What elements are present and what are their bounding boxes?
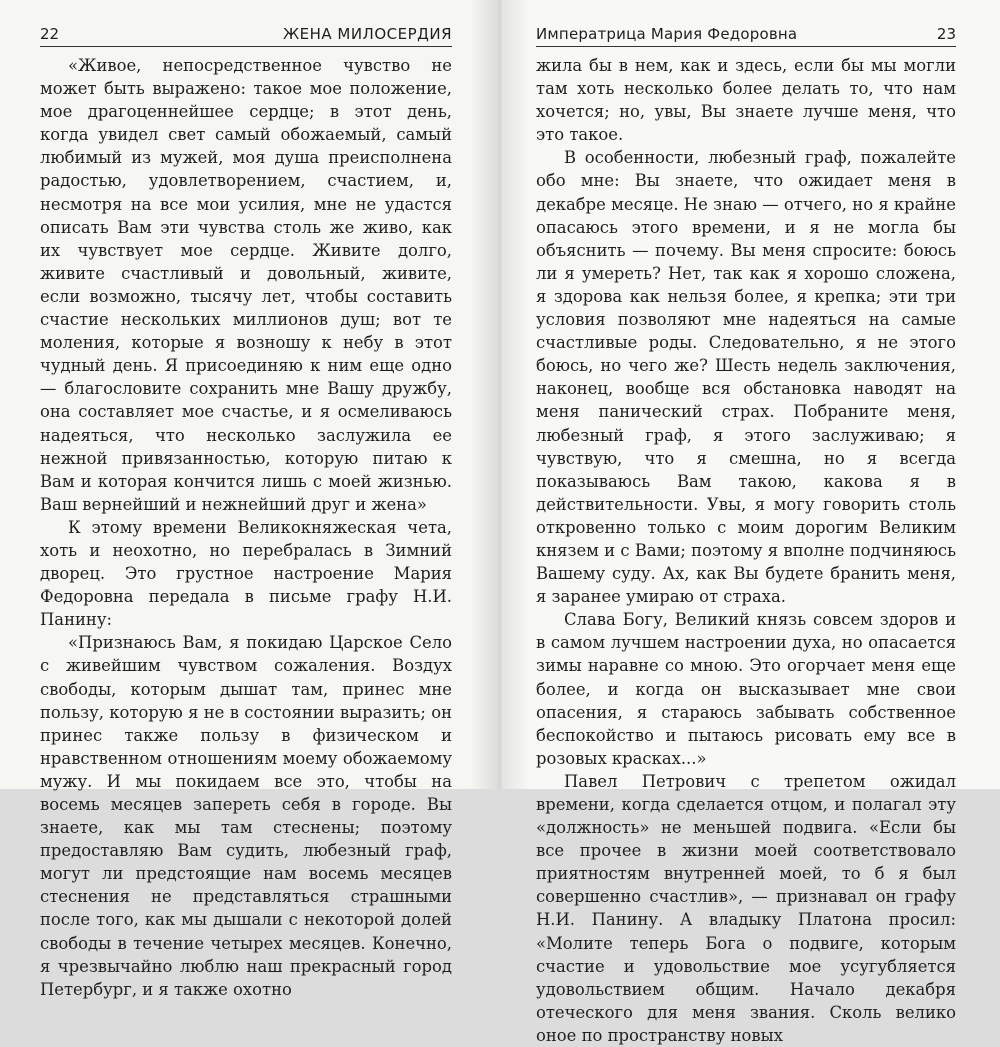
right-page-number: 23 (936, 25, 956, 43)
paragraph: Слава Богу, Великий князь совсем здоров и в самом лучшем настроении духа, но опасается зимы наравне со мною. Это огорчает меня еще более, и когда он высказывает мне свои опасения, я стараюсь забывать собственное беспокойство и пытаюсь рисовать ему все в розовых красках...» (536, 610, 956, 768)
right-page-text (536, 54, 956, 1047)
left-page-text (40, 54, 452, 1001)
right-running-title: Императрица Мария Федоровна (536, 25, 798, 43)
paragraph: жила бы в нем, как и здесь, если бы мы могли там хоть несколько более делать то, что нам хочется; но, увы, Вы знаете лучше меня, что это такое. (536, 56, 956, 145)
paragraph: В особенности, любезный граф, пожалейте обо мне: Вы знаете, что ожидает меня в декабре месяце. Не знаю — отчего, но я крайне опасаюсь этого времени, и я не могла бы объяснить — почему. Вы меня спросите: боюсь ли я умереть? Нет, так как я хорошо сложена, я здорова как нельзя более, я крепка; эти три условия позволяют мне надеяться на самые счастливые роды. Следовательно, я не этого боюсь, но чего же? Шесть недель заключения, наконец, вообще вся обстановка наводят на меня панический страх. Побраните меня, любезный граф, я этого заслуживаю; я чувствую, что я смешна, но я всегда показываюсь Вам такою, какова я в действительности. Увы, я могу говорить столь откровенно только с моим дорогим Великим князем и с Вами; поэтому я вполне подчиняюсь Вашему суду. Ах, как Вы будете бранить меня, я заранее умираю от страха. (536, 148, 956, 607)
paragraph: Павел Петрович с трепетом ожидал времени, когда сделается отцом, и полагал эту «должность» не меньшей подвига. «Если бы все прочее в жизни моей соответствовало приятностям внутренней моей, то б я был совершенно счастлив», — признавал он графу Н.И. Панину. А владыку Платона просил: «Молите теперь Бога о подвиге, которым счастие и удовольствие мое усугубляется удовольствием общим. Начало декабря отеческого для меня звания. Сколь велико оное по пространству новых (536, 771, 956, 1045)
left-page-number: 22 (40, 25, 60, 43)
left-page-header (40, 22, 452, 47)
right-page (500, 0, 1000, 1045)
paragraph: К этому времени Великокняжеская чета, хоть и неохотно, но перебралась в Зимний дворец. Это грустное настроение Мария Федоровна передала в письме графу Н.И. Панину: (40, 517, 452, 630)
paragraph: «Признаюсь Вам, я покидаю Царское Село с живейшим чувством сожаления. Воздух свободы, которым дышат там, принес мне пользу, которую я не в состоянии выразить; он принес также пользу в физическом и нравственном отношениям моему обожаемому мужу. И мы покидаем все это, чтобы на восемь месяцев запереть себя в городе. Вы знаете, как мы там стеснены; поэтому предоставляю Вам судить, любезный граф, могут ли предстоящие нам восемь месяцев стеснения не представляться страшными после того, как мы дышали с некоторой долей свободы в течение четырех месяцев. Конечно, я чрезвычайно люблю наш прекрасный город Петербург, и я также охотно (40, 633, 452, 999)
paragraph: «Живое, непосредственное чувство не может быть выражено: такое мое положение, мое драгоценнейшее сердце; в этот день, когда увидел свет самый обожаемый, самый любимый из мужей, моя душа преисполнена радостью, удовлетворением, счастием, и, несмотря на все мои усилия, мне не удастся описать Вам эти чувства столь же живо, как их чувствует мое сердце. Живите долго, живите счастливый и довольный, живите, если возможно, тысячу лет, чтобы составить счастие нескольких миллионов душ; вот те моления, которые я возношу к небу в этот чудный день. Я присоединяю к ним еще одно — благословите сохранить мне Вашу дружбу, она составляет мое счастье, и я осмеливаюсь надеяться, что несколько заслужила ее нежной привязанностью, которую питаю к Вам и которая кончится лишь с моей жизнью. Ваш вернейший и нежнейший друг и жена» (40, 56, 452, 514)
right-page-header (536, 22, 956, 47)
left-running-title: ЖЕНА МИЛОСЕРДИЯ (282, 25, 452, 43)
left-page (0, 0, 500, 999)
